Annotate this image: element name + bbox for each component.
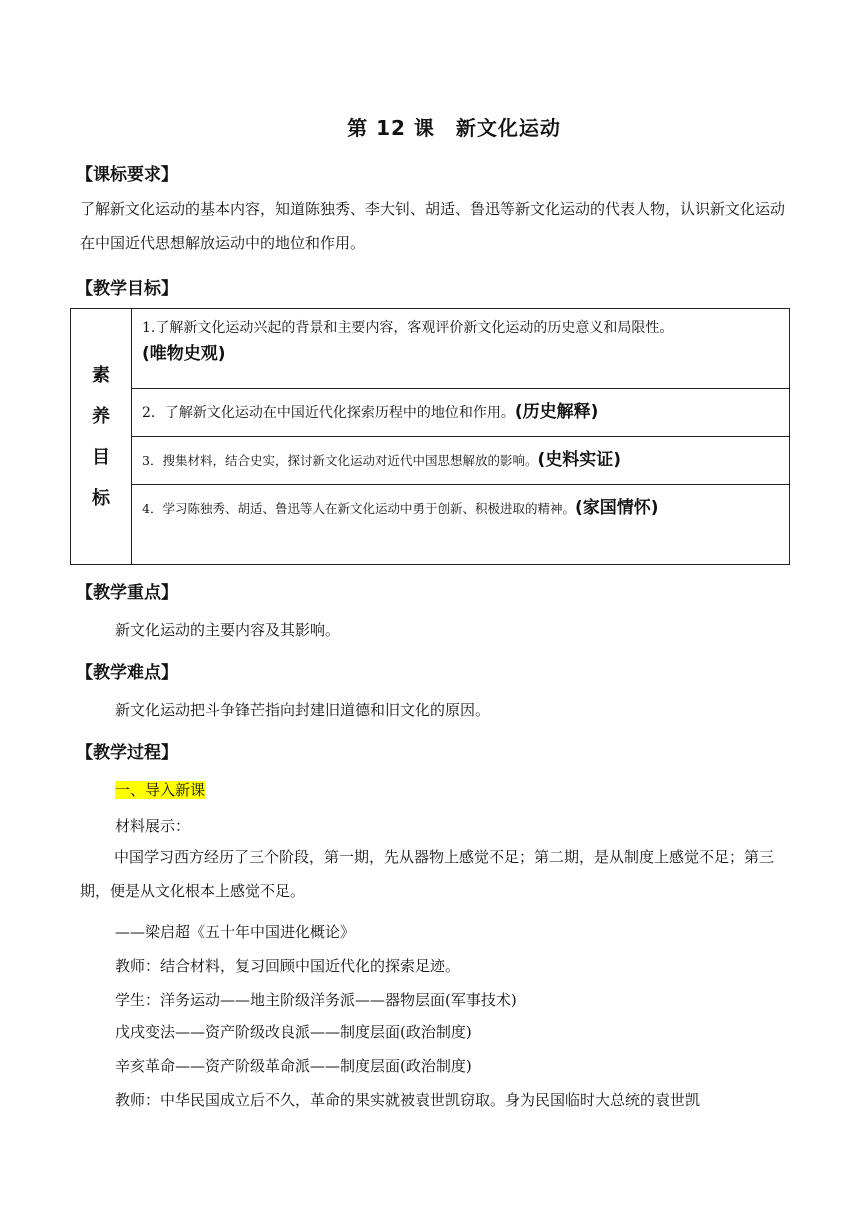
page-title: 第 12 课 新文化运动: [347, 116, 561, 140]
difficulty-text: 新文化运动把斗争锋芒指向封建旧道德和旧文化的原因。: [115, 701, 491, 719]
goal-tag: (唯物史观): [142, 344, 226, 364]
material-text: 中国学习西方经历了三个阶段，第一期，先从器物上感觉不足；第二期，是从制度上感觉不足；第三期，便是从文化根本上感觉不足。: [80, 848, 775, 900]
standard-text: 了解新文化运动的基本内容，知道陈独秀、李大钊、胡适、鲁迅等新文化运动的代表人物，认识新文化运动在中国近代思想解放运动中的地位和作用。: [80, 200, 786, 252]
heading-difficulty: 【教学难点】: [76, 663, 178, 683]
student-line-1: 学生：洋务运动——地主阶级洋务派——器物层面(军事技术): [115, 991, 517, 1009]
key-text: 新文化运动的主要内容及其影响。: [115, 621, 341, 639]
heading-standard: 【课标要求】: [76, 165, 178, 185]
goal-row-1: 1.了解新文化运动兴起的背景和主要内容，客观评价新文化运动的历史意义和局限性。 (唯物史观): [132, 309, 790, 389]
teacher-line-1: 教师：结合材料，复习回顾中国近代化的探索足迹。: [115, 957, 461, 975]
goal-tag: (家国情怀): [574, 498, 659, 518]
intro-heading: 一、导入新课: [115, 781, 206, 799]
heading-goals: 【教学目标】: [76, 279, 178, 299]
teacher-line-2: 教师：中华民国成立后不久，革命的果实就被袁世凯窃取。身为民国临时大总统的袁世凯: [115, 1091, 701, 1109]
goal-tag: (史料实证): [537, 450, 622, 470]
material-label: 材料展示：: [115, 817, 191, 835]
student-line-3: 辛亥革命——资产阶级革命派——制度层面(政治制度): [115, 1057, 472, 1075]
goal-row-4: 4．学习陈独秀、胡适、鲁迅等人在新文化运动中勇于创新、积极进取的精神。(家国情怀): [132, 485, 790, 565]
student-line-2: 戊戌变法——资产阶级改良派——制度层面(政治制度): [115, 1023, 472, 1041]
goal-row-2: 2．了解新文化运动在中国近代化探索历程中的地位和作用。(历史解释): [132, 389, 790, 437]
heading-process: 【教学过程】: [76, 743, 178, 763]
goals-table: [70, 308, 790, 565]
goals-side-label: 素 养 目 标: [71, 309, 132, 565]
goal-tag: (历史解释): [514, 402, 599, 422]
heading-key: 【教学重点】: [76, 583, 178, 603]
goal-row-3: 3．搜集材料，结合史实，探讨新文化运动对近代中国思想解放的影响。(史料实证): [132, 437, 790, 485]
material-source: ——梁启超《五十年中国进化概论》: [115, 923, 356, 941]
